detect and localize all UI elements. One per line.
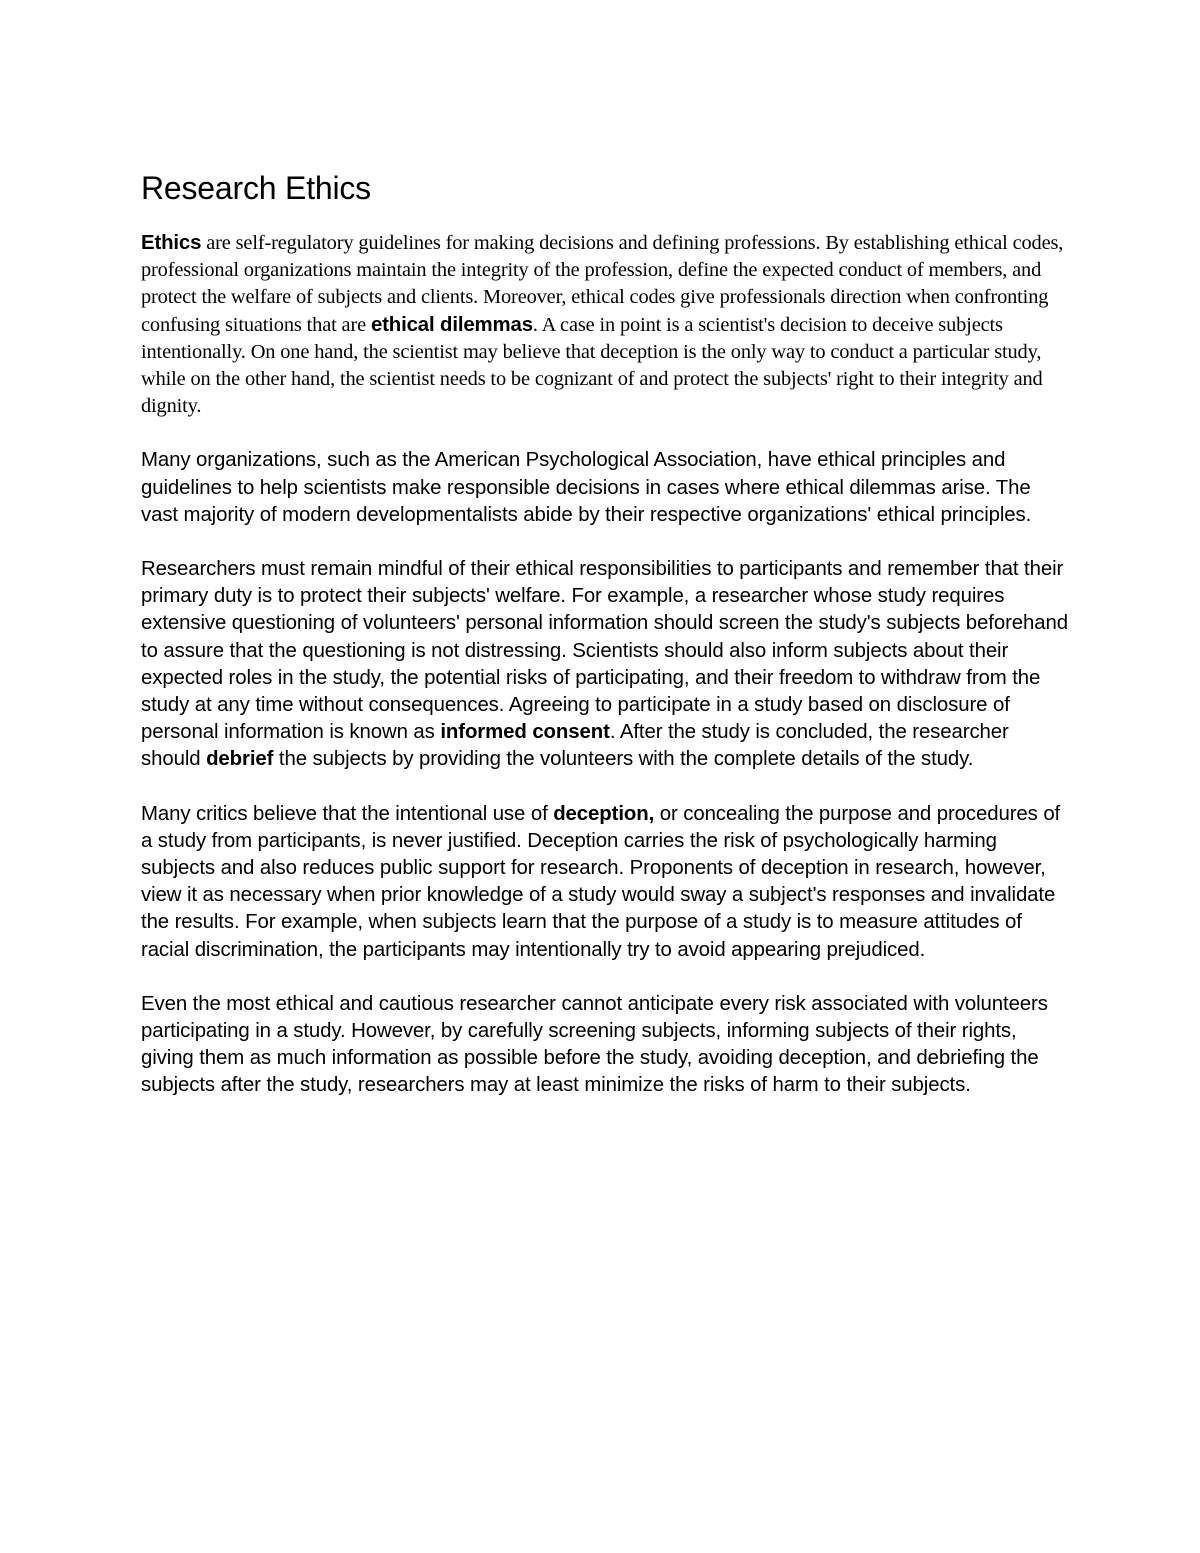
paragraph-text: are self-regulatory guidelines for making decisions and defining professions. By establishing ethical codes, professional organizations maintain the integrity of the profession, define the expected conduct of members, and protect the welfare of subjects and clients. Moreover, ethical codes give professionals direction when confronting confusing situations that are xyxy=(141,232,1064,336)
term-ethical-dilemmas: ethical dilemmas xyxy=(370,313,533,336)
paragraph-deception xyxy=(141,801,1071,964)
paragraph-ethics-definition xyxy=(141,230,1071,420)
paragraph-text: Many organizations, such as the American Psychological Association, have ethical principles and guidelines to help scientists make responsible decisions in cases where ethical dilemmas arise. The vast majority of modern developmentalists abide by their respective organizations' ethical principles. xyxy=(141,449,1032,526)
term-ethics: Ethics xyxy=(141,232,202,254)
page-title: Research Ethics xyxy=(141,170,371,206)
document-page xyxy=(141,168,1071,1127)
term-informed-consent: informed consent xyxy=(440,721,610,744)
paragraph-text: Even the most ethical and cautious researcher cannot anticipate every risk associated with volunteers participating in a study. However, by carefully screening subjects, informing subjects of their rights, giving them as much information as possible before the study, avoiding deception, and debriefing the subjects after the study, researchers may at least minimize the risks of harm to their subjects. xyxy=(141,992,1048,1097)
paragraph-organizations xyxy=(141,447,1071,529)
paragraph-text: or concealing the purpose and procedures of a study from participants, is never justified. Deception carries the risk of psychologically harming subjects and also reduces public support for research. Proponents of deception in research, however, view it as necessary when prior knowledge of a study would sway a subject's responses and invalidate the results. For example, when subjects learn that the purpose of a study is to measure attitudes of racial discrimination, the participants may intentionally try to avoid appearing prejudiced. xyxy=(141,802,1061,961)
paragraph-text: the subjects by providing the volunteers with the complete details of the study. xyxy=(273,748,974,771)
term-deception: deception, xyxy=(553,802,655,825)
paragraph-text: . After the study is concluded, the researcher should xyxy=(141,721,1009,771)
paragraph-responsibilities xyxy=(141,556,1071,774)
paragraph-text: . A case in point is a scientist's decision to deceive subjects intentionally. On one hand, the scientist may believe that deception is the only way to conduct a particular study, while on the other hand, the scientist needs to be cognizant of and protect the subjects' right to their integrity and dignity. xyxy=(141,313,1043,418)
paragraph-text: Many critics believe that the intentional use of xyxy=(141,802,554,825)
paragraph-text: Researchers must remain mindful of their ethical responsibilities to participants and remember that their primary duty is to protect their subjects' welfare. For example, a researcher whose study requires extensive questioning of volunteers' personal information should screen the study's subjects beforehand to assure that the questioning is not distressing. Scientists should also inform subjects about their expected roles in the study, the potential risks of participating, and their freedom to withdraw from the study at any time without consequences. Agreeing to participate in a study based on disclosure of personal information is known as xyxy=(141,558,1068,744)
paragraph-conclusion xyxy=(141,991,1071,1100)
term-debrief: debrief xyxy=(206,748,274,771)
